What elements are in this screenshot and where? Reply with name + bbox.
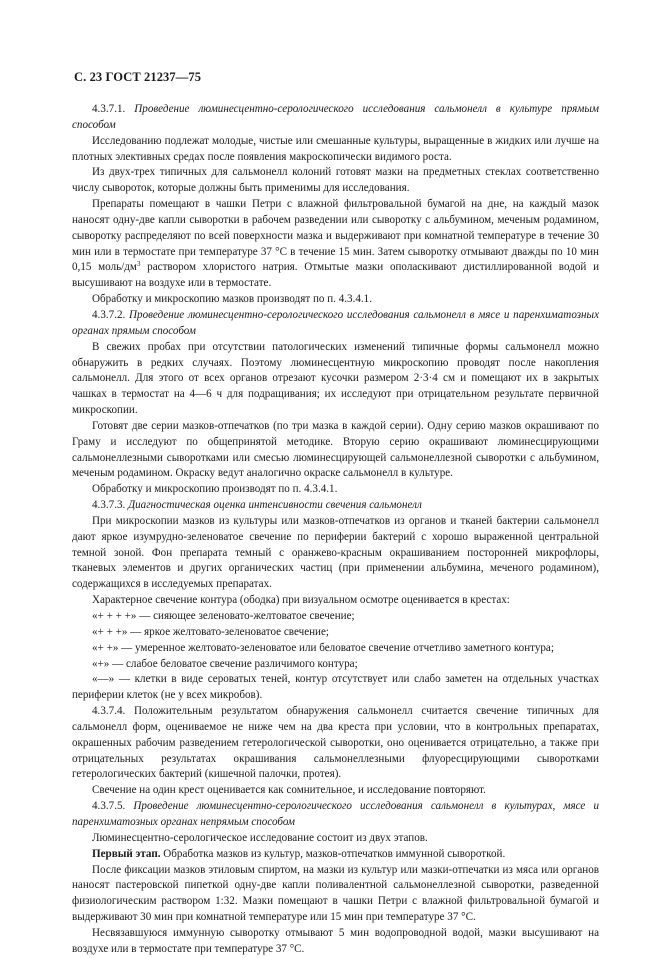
- section-title: Диагностическая оценка интенсивности свечения сальмонелл: [128, 499, 422, 512]
- paragraph-4-3-7-4: 4.3.7.4. Положительным результатом обнаружения сальмонелл считается свечение типичных для сальмонелл форм, оцениваемое не ниже чем на два креста при условии, что в контрольных препаратах, окрашенных рабочим разведением гетерологической сыворотки, оно оценивается отрицательно, а также при отрицательных результатах окрашивания сальмонеллезными флуоресцирующими сыворотками гетерологических бактерий (кишечной палочки, протея).: [72, 705, 599, 781]
- paragraph: [72, 197, 599, 292]
- paragraph-text: Препараты помещают в чашки Петри с влажной фильтровальной бумагой на дне, на каждый мазок наносят одну-две капли сыворотки в рабочем разведении или сыворотку с альбумином, меченым родамином, сыворотку распределяют по всей поверхности мазка и выдерживают при комнатной температуре в течение 30 мин или в термостате при температуре 37 °С в течение 15 мин. Затем сыворотку отмывают дважды по 10 мин 0,15 моль/дм: [72, 198, 599, 274]
- paragraph: Люминесцентно-серологическое исследование состоит из двух этапов.: [92, 831, 428, 844]
- paragraph: Обработку и микроскопию мазков производят по п. 4.3.4.1.: [92, 293, 372, 306]
- section-heading-4-3-7-2: [72, 308, 599, 340]
- paragraph: Готовят две серии мазков-отпечатков (по три мазка в каждой серии). Одну серию мазков окрашивают по Граму и исследуют по общепринятой методике. Вторую серию окрашивают люминесцирующими сальмонеллезными сыворотками или смесью люминесцирующей сальмонеллезной сыворотки с альбумином, меченым родамином. Окраску ведут аналогично окраске сальмонелл в культуре.: [72, 419, 599, 480]
- section-number: 4.3.7.5.: [92, 800, 126, 813]
- superscript: 3: [136, 260, 141, 269]
- cross-rating-1: «+» — слабое беловатое свечение различимого контура;: [92, 657, 358, 670]
- paragraph: Характерное свечение контура (ободка) при визуальном осмотре оценивается в крестах:: [92, 594, 510, 607]
- section-heading-4-3-7-3: [72, 498, 599, 514]
- section-heading-4-3-7-1: [72, 102, 599, 134]
- cross-rating-2: «+ +» — умеренное желтовато-зеленоватое или беловатое свечение отчетливо заметного контура;: [92, 641, 554, 654]
- section-number: 4.3.7.2.: [92, 308, 126, 321]
- stage-paragraph: [72, 847, 599, 863]
- cross-rating-4: «+ + + +» — сияющее зеленовато-желтоватое свечение;: [92, 610, 355, 622]
- paragraph: Свечение на один крест оценивается как сомнительное, и исследование повторяют.: [92, 784, 486, 797]
- stage-text: Обработка мазков из культур, мазков-отпечатков иммунной сывороткой.: [163, 847, 506, 860]
- section-number: 4.3.7.3.: [92, 499, 126, 512]
- section-title: Проведение люминесцентно-серологического исследования сальмонелл в мясе и паренхиматозных органах прямым способом: [72, 308, 599, 337]
- paragraph: В свежих пробах при отсутствии патологических изменений типичные формы сальмонелл можно обнаружить в редких случаях. Поэтому люминесцентную микроскопию проводят после накопления сальмонелл. Для этого от всех органов отрезают кусочки размером 2·3·4 см и помещают их в закрытых чашках в термостат на 4—6 ч для подращивания; их исследуют при отрицательном результате первичной микроскопии.: [72, 340, 599, 417]
- section-number: 4.3.7.1.: [92, 103, 126, 115]
- cross-rating-3: «+ + +» — яркое желтовато-зеленоватое свечение;: [92, 625, 329, 638]
- section-heading-4-3-7-5: [72, 799, 599, 831]
- section-title: Проведение люминесцентно-серологического исследования сальмонелл в культуре прямым способом: [72, 103, 599, 131]
- paragraph: Исследованию подлежат молодые, чистые или смешанные культуры, выращенные в жидких или лучше на плотных элективных средах после появления макроскопически видимого роста.: [72, 134, 599, 163]
- section-title: Проведение люминесцентно-серологического исследования сальмонелл в культурах, мясе и паренхиматозных органах непрямым способом: [72, 800, 599, 828]
- cross-rating-0: «—» — клетки в виде сероватых теней, контур отсутствует или слабо заметен на отдельных участках периферии клеток (не у всех микробов).: [72, 673, 599, 702]
- paragraph: После фиксации мазков этиловым спиртом, на мазки из культур или мазки-отпечатки из мяса или органов наносят пастеровской пипеткой одну-две капли поливалентной сальмонеллезной сыворотки, разведенной физиологическим раствором 1:32. Мазки помещают в чашки Петри с влажной фильтровальной бумагой и выдерживают 30 мин при комнатной температуре или 15 мин при температуре 37 °С.: [72, 863, 599, 924]
- paragraph: При микроскопии мазков из культуры или мазков-отпечатков из органов и тканей бактерии сальмонелл дают яркое изумрудно-зеленоватое свечение по периферии бактерий с хорошо выраженной центральной темной зоной. Фон препарата темный с оранжево-красным окрашиванием посторонней микрофлоры, тканевых элементов и других органических частиц (при применении альбумина, меченого родамином), содержащихся в исследуемых препаратах.: [72, 514, 599, 591]
- paragraph: Из двух-трех типичных для сальмонелл колоний готовят мазки на предметных стеклах соответственно числу сывороток, которые должны быть применимы для исследования.: [72, 166, 599, 195]
- stage-label: Первый этап.: [92, 847, 161, 860]
- page-header: С. 23 ГОСТ 21237—75: [74, 70, 202, 84]
- paragraph: Обработку и микроскопию производят по п. 4.3.4.1.: [92, 483, 338, 496]
- paragraph: Несвязавшуюся иммунную сыворотку отмывают 5 мин водопроводной водой, мазки высушивают на воздухе или в термостате при температуре 37 °С.: [72, 926, 599, 955]
- document-body: [72, 102, 599, 958]
- paragraph-text: раствором хлористого натрия. Отмытые мазки ополаскивают дистиллированной водой и высушивают на воздухе или в термостате.: [72, 261, 600, 290]
